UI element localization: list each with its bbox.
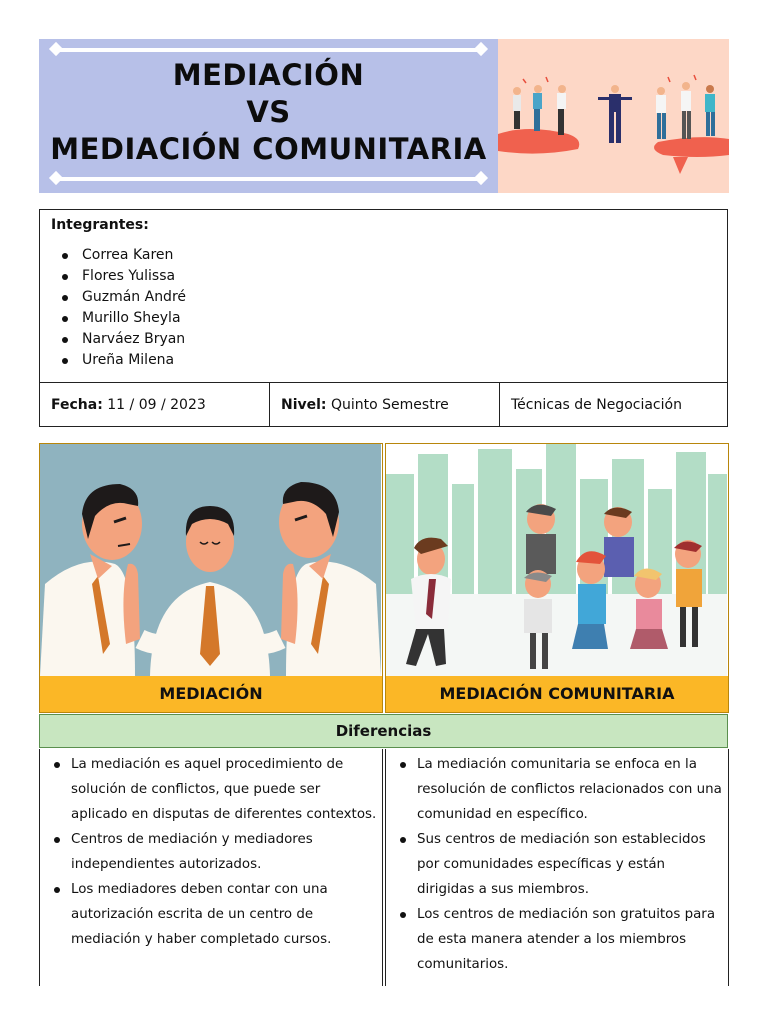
decorative-line-bottom xyxy=(53,177,484,181)
decorative-line-top xyxy=(53,48,484,52)
differences-mediation-list xyxy=(40,749,382,952)
title-banner xyxy=(39,39,498,193)
level-cell xyxy=(270,383,500,427)
level-label: Nivel: xyxy=(281,397,327,413)
subject-cell xyxy=(500,383,727,427)
list-item: Ureña Milena xyxy=(62,350,186,371)
differences-community-list xyxy=(386,749,728,977)
date-cell xyxy=(40,383,270,427)
list-item: Sus centros de mediación son establecidos por comunidades específicas y están dirigidas a sus miembros. xyxy=(386,827,728,902)
community-mediation-panel xyxy=(385,443,729,713)
mediation-illustration xyxy=(40,444,381,676)
list-item: Centros de mediación y mediadores independientes autorizados. xyxy=(40,827,382,877)
list-item: Correa Karen xyxy=(62,245,186,266)
list-item: La mediación comunitaria se enfoca en la resolución de conflictos relacionados con una comunidad en específico. xyxy=(386,752,728,827)
members-table xyxy=(39,209,728,427)
conflict-illustration xyxy=(498,39,729,193)
subject-value: Técnicas de Negociación xyxy=(511,397,682,413)
list-item: Flores Yulissa xyxy=(62,266,186,287)
date-label: Fecha: xyxy=(51,397,103,413)
list-item: Los mediadores deben contar con una autorización escrita de un centro de mediación y haber completado cursos. xyxy=(40,877,382,952)
differences-mediation-column xyxy=(39,749,383,986)
mediation-caption: MEDIACIÓN xyxy=(40,676,382,712)
list-item: Narváez Bryan xyxy=(62,329,186,350)
title-line-2: VS xyxy=(246,95,291,129)
members-list xyxy=(62,245,186,371)
list-item: La mediación es aquel procedimiento de solución de conflictos, que puede ser aplicado en disputas de diferentes contextos. xyxy=(40,752,382,827)
title-line-1: MEDIACIÓN xyxy=(172,58,365,92)
info-row xyxy=(40,382,727,427)
level-value: Quinto Semestre xyxy=(331,397,449,413)
list-item: Murillo Sheyla xyxy=(62,308,186,329)
list-item: Guzmán André xyxy=(62,287,186,308)
page-title xyxy=(39,57,498,168)
differences-community-column xyxy=(385,749,729,986)
title-line-3: MEDIACIÓN COMUNITARIA xyxy=(50,132,487,166)
community-mediation-caption: MEDIACIÓN COMUNITARIA xyxy=(386,676,728,712)
community-mediation-illustration xyxy=(386,444,727,676)
mediation-panel xyxy=(39,443,383,713)
list-item: Los centros de mediación son gratuitos para de esta manera atender a los miembros comunitarios. xyxy=(386,902,728,977)
members-heading: Integrantes: xyxy=(51,217,149,233)
differences-heading: Diferencias xyxy=(39,714,728,748)
date-value: 11 / 09 / 2023 xyxy=(107,397,206,413)
